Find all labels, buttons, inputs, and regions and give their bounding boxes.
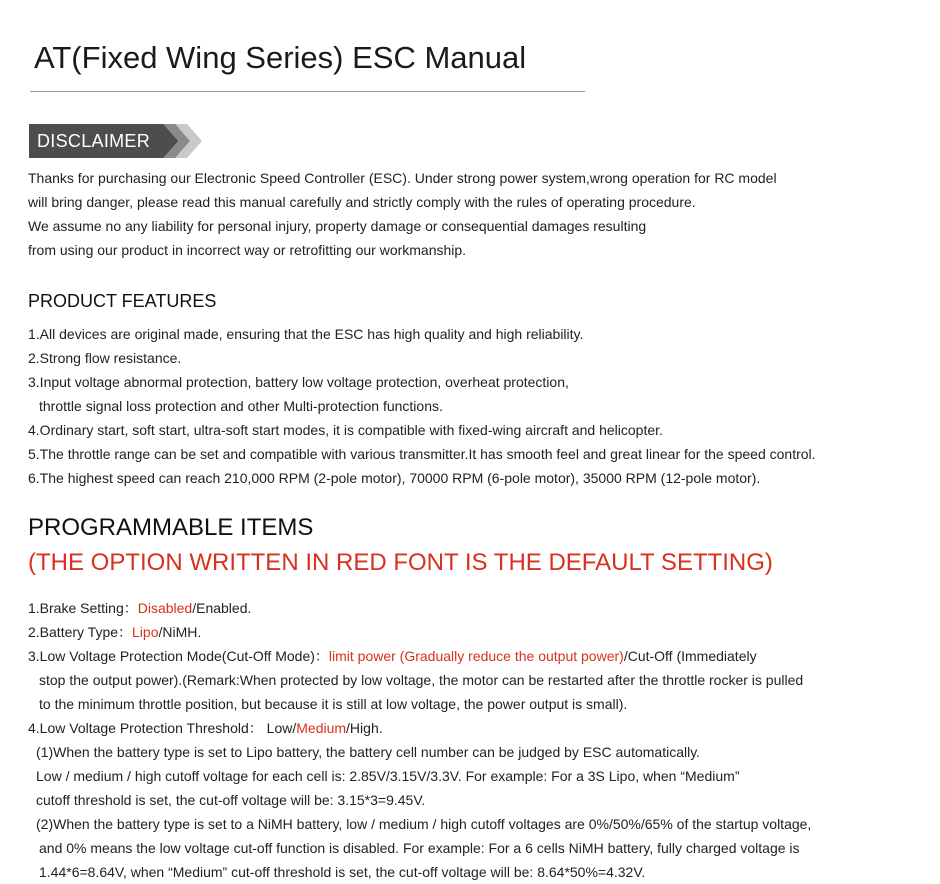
features-heading: PRODUCT FEATURES [28,291,217,311]
title-divider [30,91,585,92]
feature-item: 6.The highest speed can reach 210,000 RPM (2-pole motor), 70000 RPM (6-pole motor), 35000 RPM (12-pole motor). [28,470,761,486]
feature-item: 4.Ordinary start, soft start, ultra-soft start modes, it is compatible with fixed-wing aircraft and helicopter. [28,422,663,438]
disclaimer-line: from using our product in incorrect way or retrofitting our workmanship. [28,242,467,258]
other-option: /Cut-Off (Immediately [623,648,757,664]
feature-item: 2.Strong flow resistance. [28,350,182,366]
threshold-note: and 0% means the low voltage cut-off function is disabled. For example: For a 6 cells NiMH battery, fully charged voltage is [39,840,800,856]
programmable-heading: PROGRAMMABLE ITEMS [28,514,314,541]
item-label: 3.Low Voltage Protection Mode(Cut-Off Mode)： [28,648,329,664]
default-option: Medium [296,720,347,736]
threshold-note: (1)When the battery type is set to Lipo battery, the battery cell number can be judged by ESC automatically. [36,744,701,760]
programmable-list [28,596,811,884]
page-title: AT(Fixed Wing Series) ESC Manual [34,40,527,75]
battery-type-item [28,620,811,644]
lvp-threshold-item [28,716,811,740]
other-option: /Enabled. [192,600,252,616]
feature-item: 3.Input voltage abnormal protection, battery low voltage protection, overheat protection, [28,374,569,390]
brake-setting-item [28,596,811,620]
other-option: /NiMH. [158,624,202,640]
item-label: 1.Brake Setting： [28,600,138,616]
item-label: 2.Battery Type： [28,624,133,640]
chevron-arrows-icon [29,124,204,158]
threshold-note: 1.44*6=8.64V, when “Medium” cut-off threshold is set, the cut-off voltage will be: 8.64*50%=4.32V. [39,864,646,880]
threshold-note: cutoff threshold is set, the cut-off voltage will be: 3.15*3=9.45V. [36,792,426,808]
disclaimer-banner [29,124,204,158]
disclaimer-line: We assume no any liability for personal injury, property damage or consequential damages resulting [28,218,647,234]
default-option: Lipo [132,624,159,640]
other-option: /High. [346,720,383,736]
lvp-mode-item [28,644,811,668]
disclaimer-line: will bring danger, please read this manual carefully and strictly comply with the rules of operating procedure. [28,194,696,210]
disclaimer-line: Thanks for purchasing our Electronic Speed Controller (ESC). Under strong power system,wrong operation for RC model [28,170,777,186]
feature-item: throttle signal loss protection and other Multi-protection functions. [39,398,443,414]
default-option: limit power (Gradually reduce the output power) [328,648,624,664]
features-list [28,322,816,490]
disclaimer-label: DISCLAIMER [29,124,179,158]
default-setting-note: (THE OPTION WRITTEN IN RED FONT IS THE DEFAULT SETTING) [28,549,773,576]
default-option: Disabled [137,600,193,616]
lvp-mode-continued: stop the output power).(Remark:When protected by low voltage, the motor can be restarted after the throttle rocker is pulled [39,672,804,688]
threshold-note: (2)When the battery type is set to a NiMH battery, low / medium / high cutoff voltages are 0%/50%/65% of the startup voltage, [36,816,812,832]
disclaimer-text [28,166,777,262]
feature-item: 5.The throttle range can be set and compatible with various transmitter.It has smooth feel and great linear for the speed control. [28,446,816,462]
threshold-note: Low / medium / high cutoff voltage for each cell is: 2.85V/3.15V/3.3V. For example: For a 3S Lipo, when “Medium” [36,768,740,784]
feature-item: 1.All devices are original made, ensuring that the ESC has high quality and high reliability. [28,326,584,342]
item-label: 4.Low Voltage Protection Threshold： Low/ [28,720,297,736]
lvp-mode-continued: to the minimum throttle position, but because it is still at low voltage, the power output is small). [39,696,628,712]
